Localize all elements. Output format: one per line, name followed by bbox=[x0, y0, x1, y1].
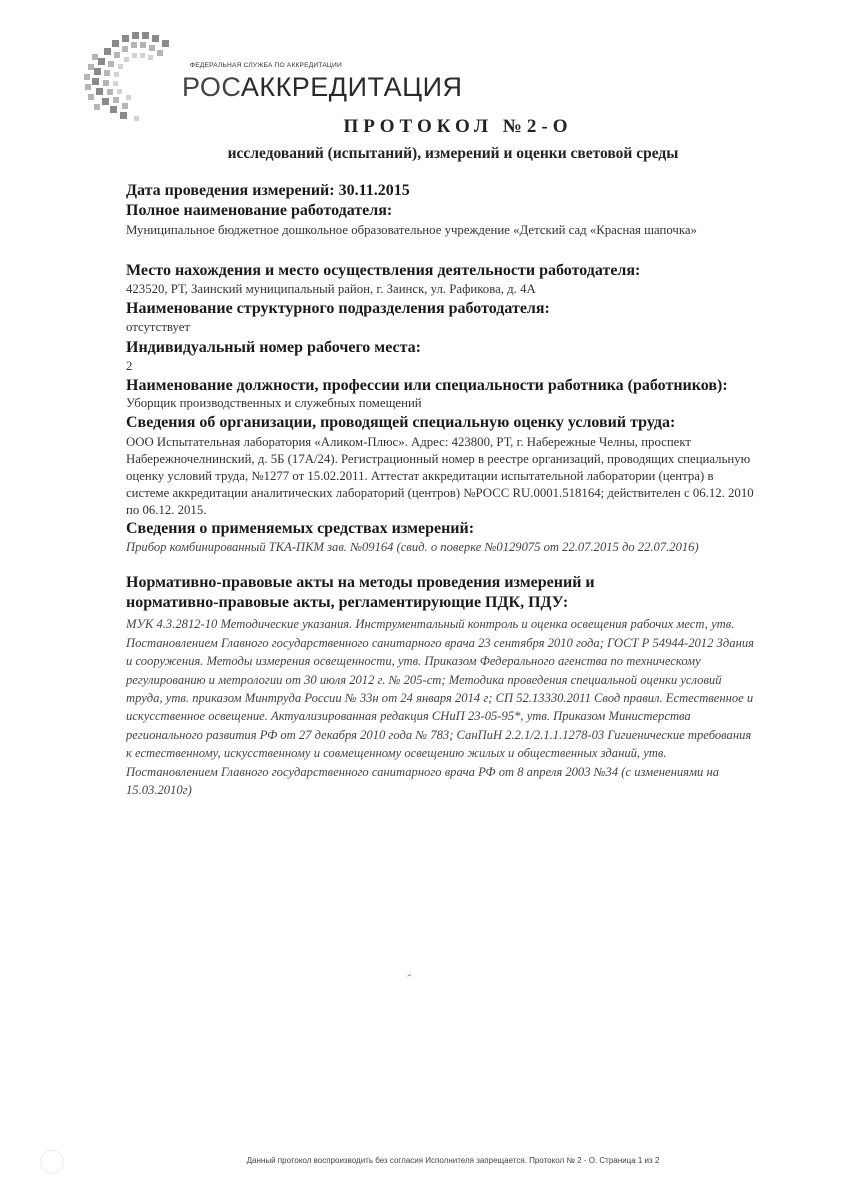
logo-wordmark-part1: РОС bbox=[182, 72, 241, 102]
protocol-subtitle: исследований (испытаний), измерений и оценки световой среды bbox=[227, 145, 679, 162]
position-heading: Наименование должности, профессии или специальности работника (работников): bbox=[126, 377, 728, 394]
stray-mark: ˆ bbox=[407, 973, 412, 988]
logo-emblem-icon bbox=[82, 26, 192, 126]
rosaccreditation-logo bbox=[82, 26, 463, 126]
protocol-body bbox=[126, 180, 776, 799]
assessment-org-value: ООО Испытательная лаборатория «Аликом-Плюс». Адрес: 423800, РТ, г. Набережные Челны, проспект Набережночелнинский, д. 5Б (17А/24). Регистрационный номер в реестре организаций, проводящих специальную оценку условий труда, №1277 от 15.02.2011. Аттестат аккредитации испытательной лаборатории (центра) в системе аккредитации аналитических лабораторий (центров) №РОСС RU.0001.518164; действителен с 06.12. 2010 по 06.12. 2015. bbox=[126, 435, 754, 517]
protocol-title: ПРОТОКОЛ №2-О bbox=[343, 116, 573, 137]
instruments-value: Прибор комбинированный ТКА-ПКМ зав. №09164 (свид. о поверке №0129075 от 22.07.2015 до 22.07.2016) bbox=[126, 540, 699, 554]
assessment-org-heading: Сведения об организации, проводящей специальную оценку условий труда: bbox=[126, 414, 676, 431]
workplace-number-heading: Индивидуальный номер рабочего места: bbox=[126, 339, 421, 356]
department-heading: Наименование структурного подразделения работодателя: bbox=[126, 300, 550, 317]
employer-name-value: Муниципальное бюджетное дошкольное образовательное учреждение «Детский сад «Красная шапочка» bbox=[126, 223, 697, 237]
employer-location-value: 423520, РТ, Заинский муниципальный район, г. Заинск, ул. Рафикова, д. 4А bbox=[126, 282, 536, 296]
position-value: Уборщик производственных и служебных помещений bbox=[126, 396, 422, 410]
employer-name-heading: Полное наименование работодателя: bbox=[126, 202, 393, 219]
measurement-date: Дата проведения измерений: 30.11.2015 bbox=[126, 182, 410, 199]
workplace-number-value: 2 bbox=[126, 359, 133, 373]
logo-wordmark-part2: АККРЕДИТАЦИЯ bbox=[240, 72, 463, 102]
instruments-heading: Сведения о применяемых средствах измерений: bbox=[126, 520, 475, 537]
normative-heading-line2: нормативно-правовые акты, регламентирующие ПДК, ПДУ: bbox=[126, 594, 569, 612]
department-value: отсутствует bbox=[126, 320, 191, 334]
page-footer: Данный протокол воспроизводить без согласия Исполнителя запрещается. Протокол № 2 - О. Страница 1 из 2 bbox=[246, 1156, 660, 1165]
employer-location-heading: Место нахождения и место осуществления деятельности работодателя: bbox=[126, 262, 641, 279]
logo-wordmark bbox=[182, 72, 463, 103]
normative-heading-line1: Нормативно-правовые акты на методы проведения измерений и bbox=[126, 574, 595, 592]
logo-subtitle: ФЕДЕРАЛЬНАЯ СЛУЖБА ПО АККРЕДИТАЦИИ bbox=[190, 62, 342, 69]
normative-text: МУК 4.3.2812-10 Методические указания. Инструментальный контроль и оценка освещения рабочих мест, утв. Постановлением Главного государственного санитарного врача 23 сентября 2010 года; ГОСТ Р 54944-2012 Здания и сооружения. Методы измерения освещенности, утв. Приказом Федерального агенства по техническому регулированию и метрологии от 30 июля 2012 г. № 205-ст; Методика проведения специальной оценки условий труда, утв. приказом Минтруда России № 33н от 24 января 2014 г; СП 52.13330.2011 Свод правил. Естественное и искусственное освещение. Актуализированная редакция СНиП 23-05-95*, утв. Приказом Министерства регионального развития РФ от 27 декабря 2010 года № 783; СанПиН 2.2.1/2.1.1.1278-03 Гигиенические требования к естественному, искусственному и совмещенному освещению жилых и общественных зданий, утв. Постановлением Главного государственного санитарного врача РФ от 8 апреля 2003 №34 (с изменениями на 15.03.2010г) bbox=[126, 617, 754, 798]
